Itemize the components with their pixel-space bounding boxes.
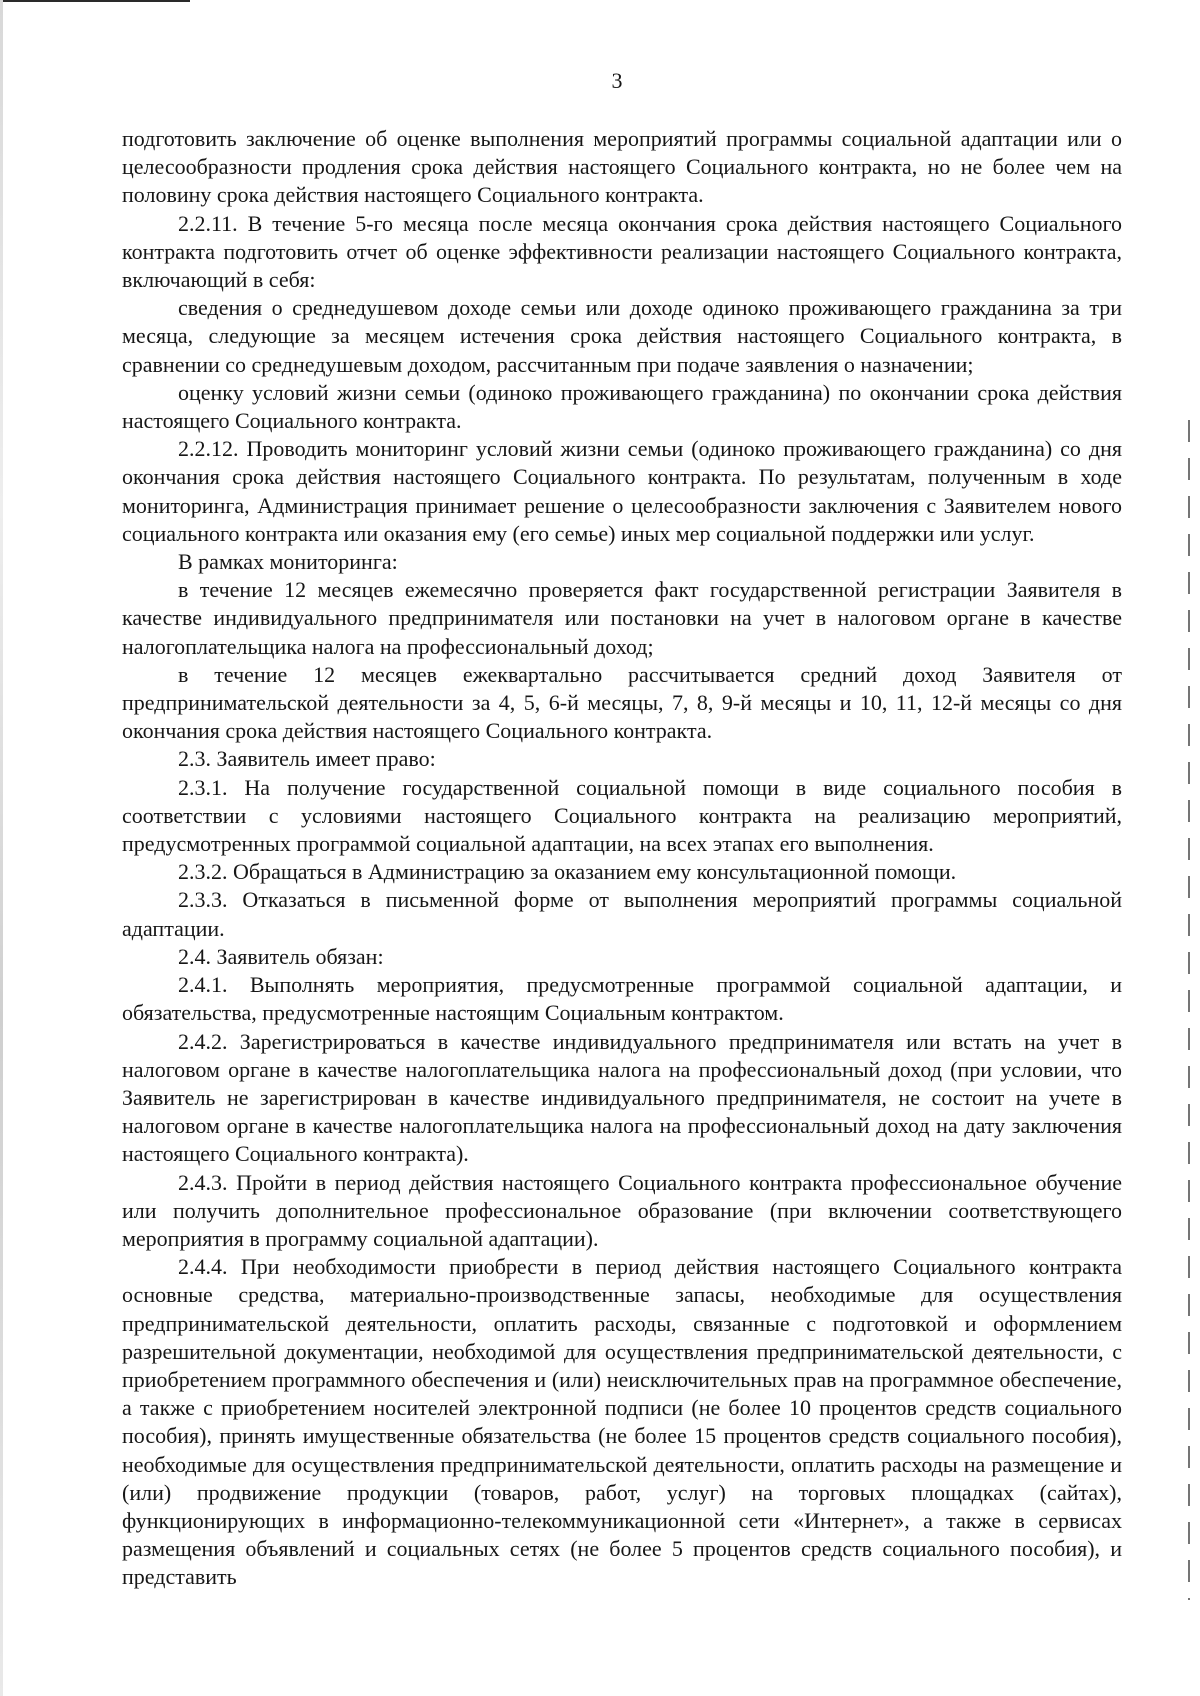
paragraph: в течение 12 месяцев ежеквартально рассчитывается средний доход Заявителя от предпринимательской деятельности за 4, 5, 6-й месяцы, 7, 8, 9-й месяцы и 10, 11, 12-й месяцы со дня окончания срока действия настоящего Социального контракта. <box>122 661 1122 744</box>
paragraph: 2.3. Заявитель имеет право: <box>178 746 436 772</box>
document-body <box>122 125 1122 1592</box>
paragraph: 2.4. Заявитель обязан: <box>178 943 384 969</box>
paragraph: 2.2.12. Проводить мониторинг условий жизни семьи (одиноко проживающего гражданина) со дня окончания срока действия настоящего Социального контракта. По результатам, полученным в ходе мониторинга, Администрация принимает решение о целесообразности заключения с Заявителем нового социального контракта или оказания ему (его семье) иных мер социальной поддержки или услуг. <box>122 436 1122 546</box>
paragraph: сведения о среднедушевом доходе семьи или доходе одиноко проживающего гражданина за три месяца, следующие за месяцем истечения срока действия настоящего Социального контракта, в сравнении со среднедушевым доходом, рассчитанным при подаче заявления о назначении; <box>122 295 1122 377</box>
paragraph: 2.4.3. Пройти в период действия настоящего Социального контракта профессиональное обучение или получить дополнительное профессиональное образование (при включении соответствующего мероприятия в программу социальной адаптации). <box>122 1169 1122 1251</box>
paragraph: 2.3.2. Обращаться в Администрацию за оказанием ему консультационной помощи. <box>178 859 957 885</box>
paragraph: 2.2.11. В течение 5-го месяца после месяца окончания срока действия настоящего Социального контракта подготовить отчет об оценке эффективности реализации настоящего Социального контракта, включающий в себя: <box>122 210 1122 293</box>
paragraph: в течение 12 месяцев ежемесячно проверяется факт государственной регистрации Заявителя в качестве индивидуального предпринимателя или постановки на учет в налоговом органе в качестве налогоплательщика налога на профессиональный доход; <box>122 577 1122 659</box>
page-number: 3 <box>611 68 623 93</box>
paragraph: 2.4.4. При необходимости приобрести в период действия настоящего Социального контракта основные средства, материально-производственные запасы, необходимые для осуществления предпринимательской деятельности, оплатить расходы, связанные с подготовкой и оформлением разрешительной документации, необходимой для осуществления предпринимательской деятельности, с приобретением программного обеспечения и (или) неисключительных прав на программное обеспечение, а также с приобретением носителей электронной подписи (не более 10 процентов средств социального пособия), принять имущественные обязательства (не более 15 процентов средств социального пособия), необходимые для осуществления предпринимательской деятельности, оплатить расходы на размещение и (или) продвижение продукции (товаров, работ, услуг) на торговых площадках (сайтах), функционирующих в информационно-телекоммуникационной сети «Интернет», а также в сервисах размещения объявлений и социальных сетях (не более 5 процентов средств социального пособия), и представить <box>122 1254 1122 1590</box>
paragraph: 2.4.2. Зарегистрироваться в качестве индивидуального предпринимателя или встать на учет в налоговом органе в качестве налогоплательщика налога на профессиональный доход (при условии, что Заявитель не зарегистрирован в качестве индивидуального предпринимателя, не состоит на учете в налоговом органе в качестве налогоплательщика налога на профессиональный доход на дату заключения настоящего Социального контракта). <box>122 1028 1122 1167</box>
paragraph: 2.3.1. На получение государственной социальной помощи в виде социального пособия в соответствии с условиями настоящего Социального контракта на реализацию мероприятий, предусмотренных программой социальной адаптации, на всех этапах его выполнения. <box>122 774 1122 857</box>
scan-top-edge-line <box>0 0 190 2</box>
paragraph: подготовить заключение об оценке выполнения мероприятий программы социальной адаптации или о целесообразности продления срока действия настоящего Социального контракта, но не более чем на половину срока действия настоящего Социального контракта. <box>122 126 1122 208</box>
paragraph: В рамках мониторинга: <box>178 549 398 575</box>
paragraph: 2.3.3. Отказаться в письменной форме от выполнения мероприятий программы социальной адаптации. <box>122 887 1122 941</box>
paragraph: 2.4.1. Выполнять мероприятия, предусмотренные программой социальной адаптации, и обязательства, предусмотренные настоящим Социальным контрактом. <box>122 972 1122 1026</box>
scan-left-edge-shadow <box>0 0 3 1696</box>
paragraph: оценку условий жизни семьи (одиноко проживающего гражданина) по окончании срока действия настоящего Социального контракта. <box>122 379 1122 434</box>
scan-right-edge-marks <box>1188 420 1190 1600</box>
